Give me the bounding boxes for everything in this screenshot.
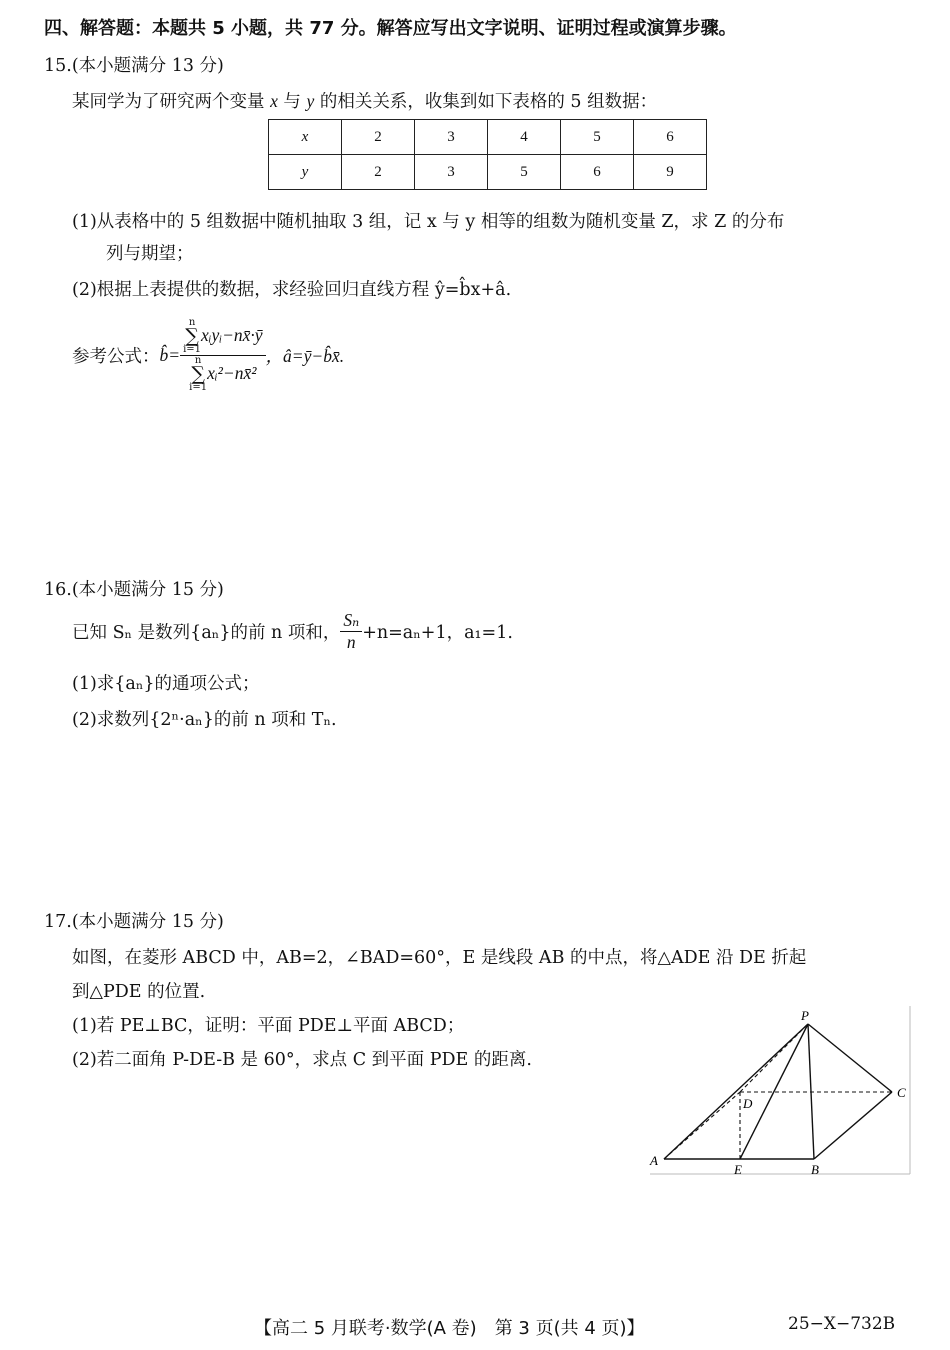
q16-stem-b: +n=aₙ+1，a₁=1. <box>362 623 513 643</box>
q15-header: 15.(本小题满分 13 分) <box>44 56 224 76</box>
formula-b: b̂= <box>159 345 181 366</box>
table-cell: 6 <box>634 120 707 155</box>
q15-intro-a: 某同学为了研究两个变量 <box>72 92 271 112</box>
table-cell: 2 <box>342 155 415 190</box>
table-cell: y <box>269 155 342 190</box>
formula-denominator <box>180 356 266 393</box>
q17-header: 17.(本小题满分 15 分) <box>44 912 224 932</box>
q15-var-x: x <box>270 91 278 111</box>
edge-PA <box>664 1024 808 1159</box>
data-table <box>268 119 707 190</box>
q15-part1-line1: (1)从表格中的 5 组数据中随机抽取 3 组，记 x 与 y 相等的组数为随机变量 Z，求 Z 的分布 <box>72 212 785 232</box>
label-P: P <box>801 1008 809 1023</box>
q16-part2: (2)求数列{2ⁿ·aₙ}的前 n 项和 Tₙ. <box>72 710 337 730</box>
q17-stem-line2: 到△PDE 的位置. <box>72 982 206 1002</box>
table-row <box>269 155 707 190</box>
formula-fraction <box>180 318 266 393</box>
q16-part1: (1)求{aₙ}的通项公式； <box>72 674 260 694</box>
table-cell: 2 <box>342 120 415 155</box>
table-cell: 3 <box>415 155 488 190</box>
q15-part2: (2)根据上表提供的数据，求经验回归直线方程 ŷ=b̂x+â. <box>72 280 512 300</box>
edge-PC <box>808 1024 892 1092</box>
q16-stem-a: 已知 Sₙ 是数列{aₙ}的前 n 项和， <box>72 623 341 643</box>
sigma-symbol: n ∑ i=1 <box>189 355 208 394</box>
q16-stem <box>72 610 513 653</box>
table-cell: 9 <box>634 155 707 190</box>
table-cell: 4 <box>488 120 561 155</box>
q15-intro-c: 的相关关系，收集到如下表格的 5 组数据： <box>314 92 658 112</box>
page-footer: 【高二 5 月联考·数学(A 卷) 第 3 页(共 4 页)】 <box>254 1318 645 1339</box>
q15-part1-line2: 列与期望； <box>106 244 194 264</box>
formula-label: 参考公式： <box>72 347 160 368</box>
edge-AD <box>664 1092 740 1159</box>
q17-part2: (2)若二面角 P-DE-B 是 60°，求点 C 到平面 PDE 的距离. <box>72 1050 532 1070</box>
sigma-symbol: n ∑ i=1 <box>183 317 202 356</box>
formula-a: ，â=ȳ−b̂x̄. <box>265 346 345 367</box>
label-E: E <box>734 1162 742 1177</box>
table-cell: 5 <box>561 120 634 155</box>
q15-intro-b: 与 <box>277 92 307 112</box>
formula-num-text: xᵢyᵢ−nx̄·ȳ <box>201 325 263 346</box>
q16-frac-num: Sₙ <box>340 610 362 632</box>
table-cell: 6 <box>561 155 634 190</box>
edge-BC <box>814 1092 892 1159</box>
formula-numerator <box>180 318 266 356</box>
table-cell: x <box>269 120 342 155</box>
q16-header: 16.(本小题满分 15 分) <box>44 580 224 600</box>
q16-frac-den: n <box>346 632 356 652</box>
label-C: C <box>897 1085 906 1100</box>
q15-intro <box>72 88 657 113</box>
formula-den-text: xᵢ²−nx̄² <box>207 363 257 384</box>
q17-part1: (1)若 PE⊥BC，证明：平面 PDE⊥平面 ABCD； <box>72 1016 465 1036</box>
label-B: B <box>811 1162 819 1177</box>
q16-fraction <box>340 610 362 653</box>
paper-code: 25−X−732B <box>788 1314 896 1334</box>
q15-formula <box>72 318 344 393</box>
table-cell: 5 <box>488 155 561 190</box>
table-row <box>269 120 707 155</box>
q15-var-y: y <box>306 91 315 111</box>
table-cell: 3 <box>415 120 488 155</box>
label-A: A <box>650 1153 658 1168</box>
pyramid-figure <box>648 1004 912 1180</box>
section-header: 四、解答题：本题共 5 小题，共 77 分。解答应写出文字说明、证明过程或演算步骤。 <box>44 18 737 39</box>
q17-stem-line1: 如图，在菱形 ABCD 中，AB=2，∠BAD=60°，E 是线段 AB 的中点，将△ADE 沿 DE 折起 <box>72 948 807 968</box>
label-D: D <box>743 1096 753 1111</box>
